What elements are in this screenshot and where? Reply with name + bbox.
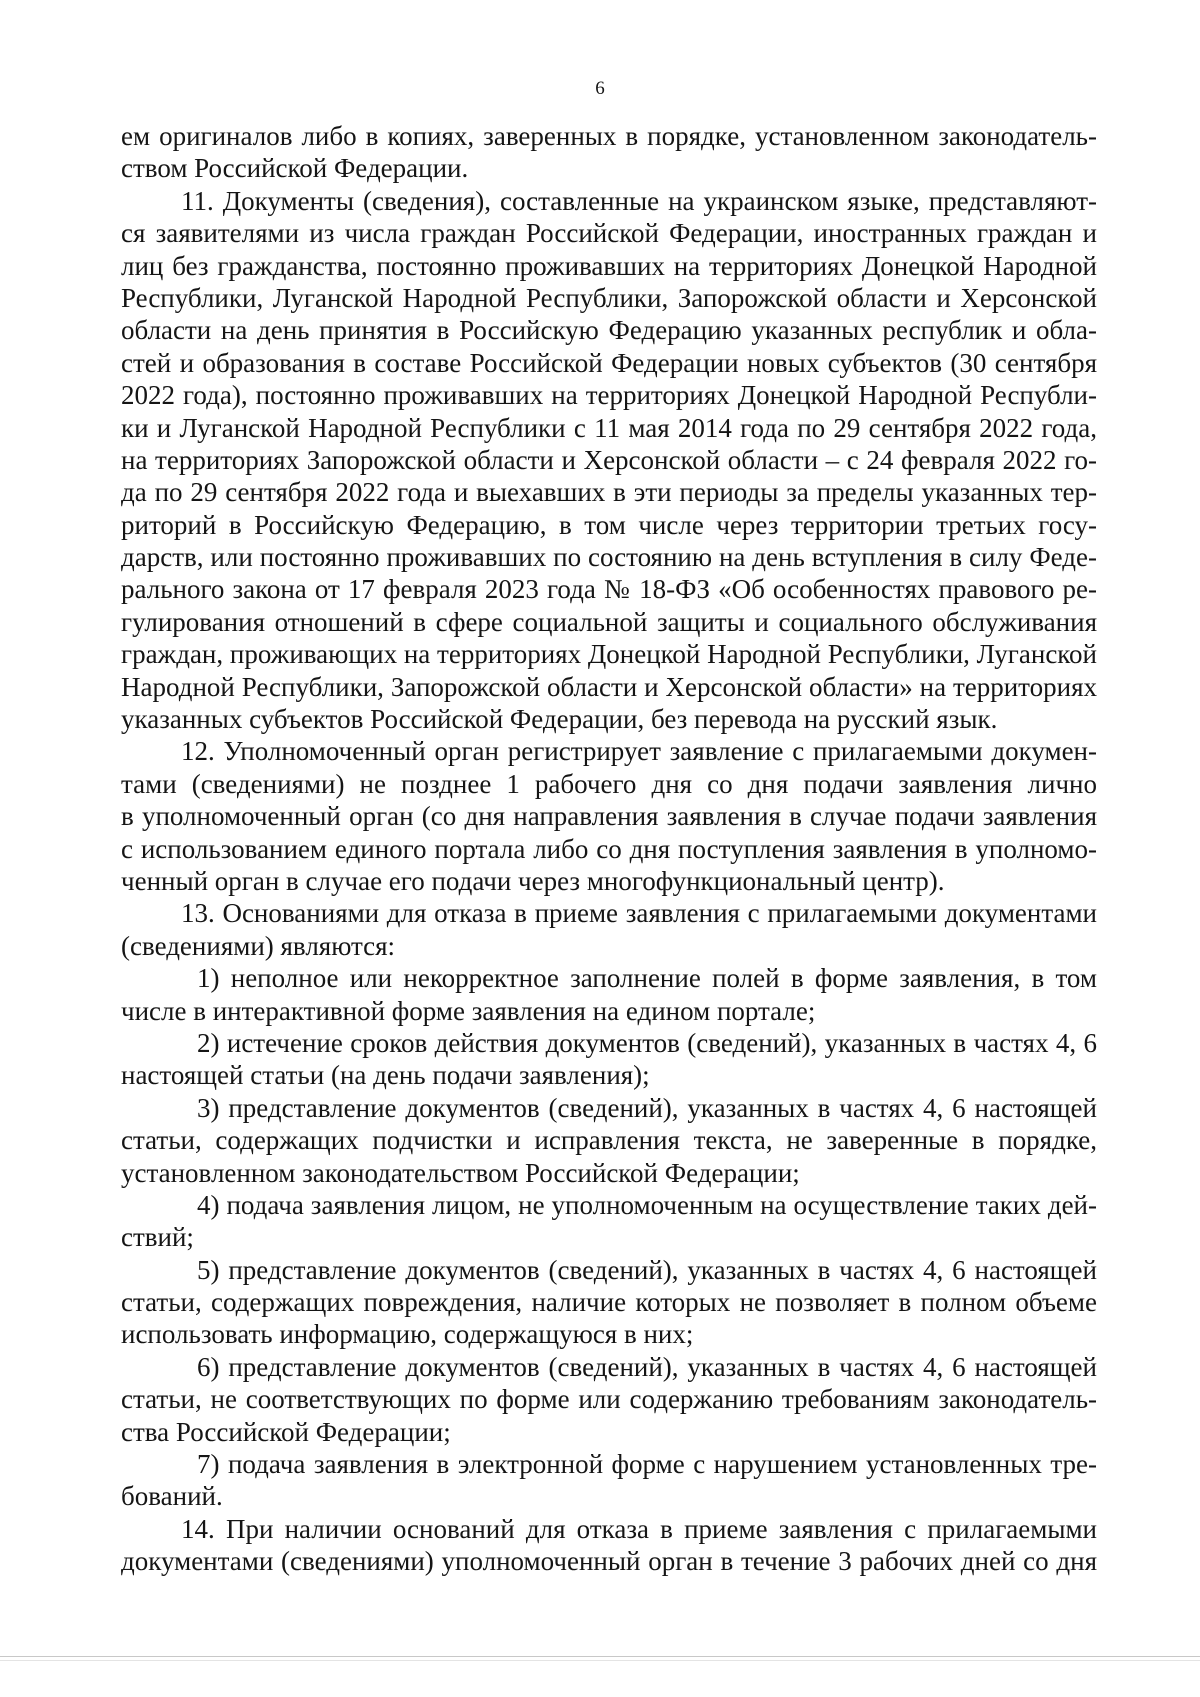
scan-edge-line xyxy=(0,1656,1200,1657)
text-line: рального закона от 17 февраля 2023 года № 18-ФЗ «Об особенностях правового ре- xyxy=(121,574,1097,605)
text-line: 7) подача заявления в электронной форме с нарушением установленных тре- xyxy=(197,1449,1097,1480)
page-number: 6 xyxy=(595,78,605,99)
text-line: 3) представление документов (сведений), указанных в частях 4, 6 настоящей xyxy=(197,1092,1097,1123)
text-line: использовать информацию, содержащуюся в них; xyxy=(121,1319,694,1350)
text-line: числе в интерактивной форме заявления на едином портале; xyxy=(121,995,816,1026)
document-body xyxy=(121,120,1097,1578)
text-line: ки и Луганской Народной Республики с 11 мая 2014 года по 29 сентября 2022 года, xyxy=(121,412,1097,443)
text-line: документами (сведениями) уполномоченный орган в течение 3 рабочих дней со дня xyxy=(121,1546,1097,1577)
text-line: Народной Республики, Запорожской области и Херсонской области» на территориях xyxy=(121,671,1097,702)
text-line: на территориях Запорожской области и Херсонской области – с 24 февраля 2022 го- xyxy=(121,444,1097,475)
text-line: 12. Уполномоченный орган регистрирует заявление с прилагаемыми докумен- xyxy=(181,736,1097,767)
text-line: 2022 года), постоянно проживавших на территориях Донецкой Народной Республи- xyxy=(121,380,1097,411)
text-line: установленном законодательством Российской Федерации; xyxy=(121,1157,800,1188)
text-line: граждан, проживающих на территориях Донецкой Народной Республики, Луганской xyxy=(121,639,1097,670)
text-line: 11. Документы (сведения), составленные на украинском языке, представляют- xyxy=(181,185,1097,216)
text-line: ства Российской Федерации; xyxy=(121,1416,451,1447)
text-line: ствий; xyxy=(121,1222,194,1253)
text-line: 5) представление документов (сведений), указанных в частях 4, 6 настоящей xyxy=(197,1254,1097,1285)
text-line: настоящей статьи (на день подачи заявления); xyxy=(121,1060,650,1091)
text-line: ством Российской Федерации. xyxy=(121,153,469,184)
text-line: ченный орган в случае его подачи через многофункциональный центр). xyxy=(121,865,945,896)
text-line: риторий в Российскую Федерацию, в том числе через территории третьих госу- xyxy=(121,509,1097,540)
text-line: 1) неполное или некорректное заполнение полей в форме заявления, в том xyxy=(197,963,1097,994)
text-line: указанных субъектов Российской Федерации, без перевода на русский язык. xyxy=(121,704,998,735)
text-line: 6) представление документов (сведений), указанных в частях 4, 6 настоящей xyxy=(197,1351,1097,1382)
text-line: статьи, содержащих повреждения, наличие которых не позволяет в полном объеме xyxy=(121,1287,1097,1318)
text-line: 4) подача заявления лицом, не уполномоченным на осуществление таких дей- xyxy=(197,1189,1097,1220)
text-line: ся заявителями из числа граждан Российской Федерации, иностранных граждан и xyxy=(121,218,1097,249)
text-line: в уполномоченный орган (со дня направления заявления в случае подачи заявления xyxy=(121,801,1097,832)
text-line: с использованием единого портала либо со дня поступления заявления в уполномо- xyxy=(121,833,1097,864)
text-line: Республики, Луганской Народной Республики, Запорожской области и Херсонской xyxy=(121,282,1097,313)
text-line: бований. xyxy=(121,1481,223,1512)
text-line: тами (сведениями) не позднее 1 рабочего дня со дня подачи заявления лично xyxy=(121,768,1097,799)
text-line: (сведениями) являются: xyxy=(121,930,396,961)
text-line: 2) истечение сроков действия документов (сведений), указанных в частях 4, 6 xyxy=(197,1027,1097,1058)
text-line: статьи, содержащих подчистки и исправления текста, не заверенные в порядке, xyxy=(121,1125,1097,1156)
text-line: стей и образования в составе Российской Федерации новых субъектов (30 сентября xyxy=(121,347,1097,378)
text-line: 14. При наличии оснований для отказа в приеме заявления с прилагаемыми xyxy=(181,1513,1097,1544)
text-line: 13. Основаниями для отказа в приеме заявления с прилагаемыми документами xyxy=(181,898,1097,929)
text-line: дарств, или постоянно проживавших по состоянию на день вступления в силу Феде- xyxy=(121,542,1097,573)
text-line: ем оригиналов либо в копиях, заверенных в порядке, установленном законодатель- xyxy=(121,121,1097,151)
text-line: да по 29 сентября 2022 года и выехавших в эти периоды за пределы указанных тер- xyxy=(121,477,1097,508)
text-line: гулирования отношений в сфере социальной защиты и социального обслуживания xyxy=(121,606,1097,637)
text-line: области на день принятия в Российскую Федерацию указанных республик и обла- xyxy=(121,315,1097,346)
text-line: лиц без гражданства, постоянно проживавших на территориях Донецкой Народной xyxy=(121,250,1097,281)
scan-edge-line xyxy=(0,1660,1200,1661)
text-line: статьи, не соответствующих по форме или содержанию требованиям законодатель- xyxy=(121,1384,1097,1415)
